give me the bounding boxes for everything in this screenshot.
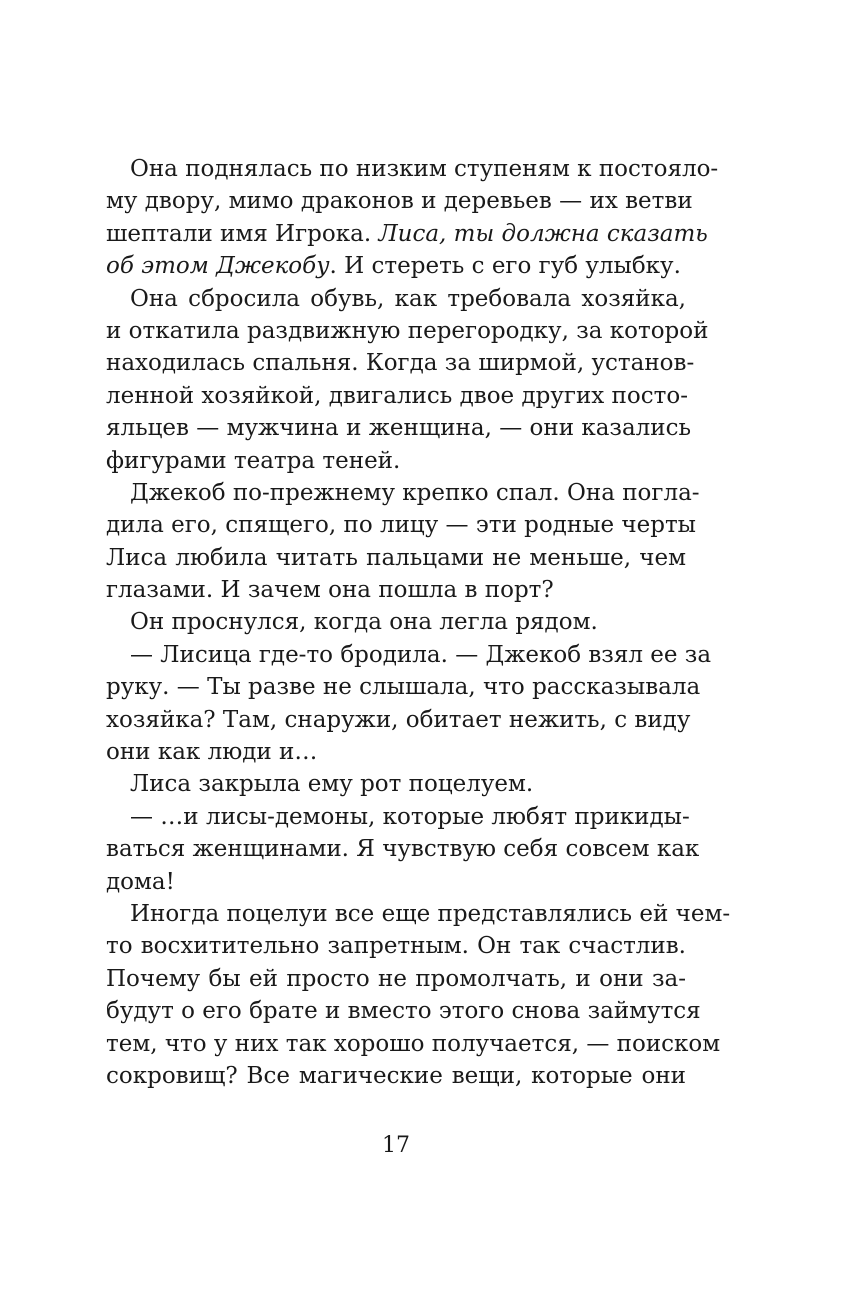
text-run: глазами. И зачем она пошла в порт? (106, 577, 554, 604)
text-run: Джекоб по-прежнему крепко спал. Она погла- (130, 479, 700, 506)
text-run: фигурами театра теней. (106, 447, 401, 474)
text-run: сокровищ? Все магические вещи, которые они (106, 1062, 686, 1089)
text-run: — Лисица где-то бродила. — Джекоб взял ее за (130, 641, 712, 668)
text-run: будут о его брате и вместо этого снова займутся (106, 998, 701, 1025)
text-run: Она сбросила обувь, как требовала хозяйка, (130, 285, 686, 312)
text-line (106, 801, 690, 833)
text-run: Лиса закрыла ему рот поцелуем. (130, 771, 534, 798)
text-run: яльцев — мужчина и женщина, — они казались (106, 415, 692, 442)
text-run: Он проснулся, когда она легла рядом. (130, 609, 598, 636)
text-run: и откатила раздвижную перегородку, за которой (106, 317, 709, 344)
text-run: Лиса любила читать пальцами не меньше, чем (106, 544, 686, 571)
body-text (106, 153, 731, 1092)
text-line (106, 185, 693, 217)
text-line (106, 606, 686, 638)
text-line (106, 315, 709, 347)
text-run: му двору, мимо драконов и деревьев — их ветви (106, 188, 693, 215)
text-run: дома! (106, 868, 175, 895)
text-line (106, 1028, 721, 1060)
text-run: находилась спальня. Когда за ширмой, установ- (106, 350, 695, 377)
text-run: Она поднялась по низким ступеням к постояло- (130, 156, 719, 182)
text-run: . И стереть с его губ улыбку. (329, 253, 681, 280)
text-line (106, 768, 686, 800)
text-line (106, 509, 696, 541)
text-line (106, 412, 692, 444)
text-line (106, 445, 686, 477)
text-line (106, 477, 700, 509)
text-line (106, 833, 700, 865)
text-run: дила его, спящего, по лицу — эти родные черты (106, 512, 696, 539)
text-line (106, 153, 719, 185)
text-line (106, 930, 686, 962)
text-line (106, 380, 686, 412)
text-line (106, 250, 686, 282)
text-run: то восхитительно запретным. Он так счастлив. (106, 933, 686, 960)
text-run: тем, что у них так хорошо получается, — поиском (106, 1030, 721, 1057)
text-line (106, 963, 686, 995)
text-line (106, 866, 686, 898)
text-run: хозяйка? Там, снаружи, обитает нежить, с виду (106, 706, 691, 733)
text-line (106, 704, 691, 736)
text-run: — …и лисы-демоны, которые любят прикиды- (130, 803, 690, 830)
text-run: ваться женщинами. Я чувствую себя совсем как (106, 836, 700, 863)
text-run: ленной хозяйкой, двигались двое других посто- (106, 382, 688, 409)
text-line (106, 1060, 686, 1092)
text-run: Иногда поцелуи все еще представлялись ей чем- (130, 900, 731, 927)
text-line (106, 671, 701, 703)
page-number: 17 (382, 1133, 410, 1158)
text-line (106, 736, 686, 768)
text-line (106, 218, 708, 250)
text-line (106, 347, 695, 379)
text-line (106, 574, 686, 606)
text-run: шептали имя Игрока. (106, 220, 379, 247)
text-run: Почему бы ей просто не промолчать, и они за- (106, 965, 686, 992)
italic-text: об этом Джекобу (106, 253, 330, 280)
text-run: они как люди и… (106, 739, 318, 766)
text-line (106, 995, 701, 1027)
text-line (106, 542, 686, 574)
text-run: руку. — Ты разве не слышала, что рассказывала (106, 674, 701, 701)
text-line (106, 639, 712, 671)
italic-text: Лиса, ты должна сказать (378, 220, 708, 247)
text-line (106, 283, 686, 315)
text-line (106, 898, 731, 930)
